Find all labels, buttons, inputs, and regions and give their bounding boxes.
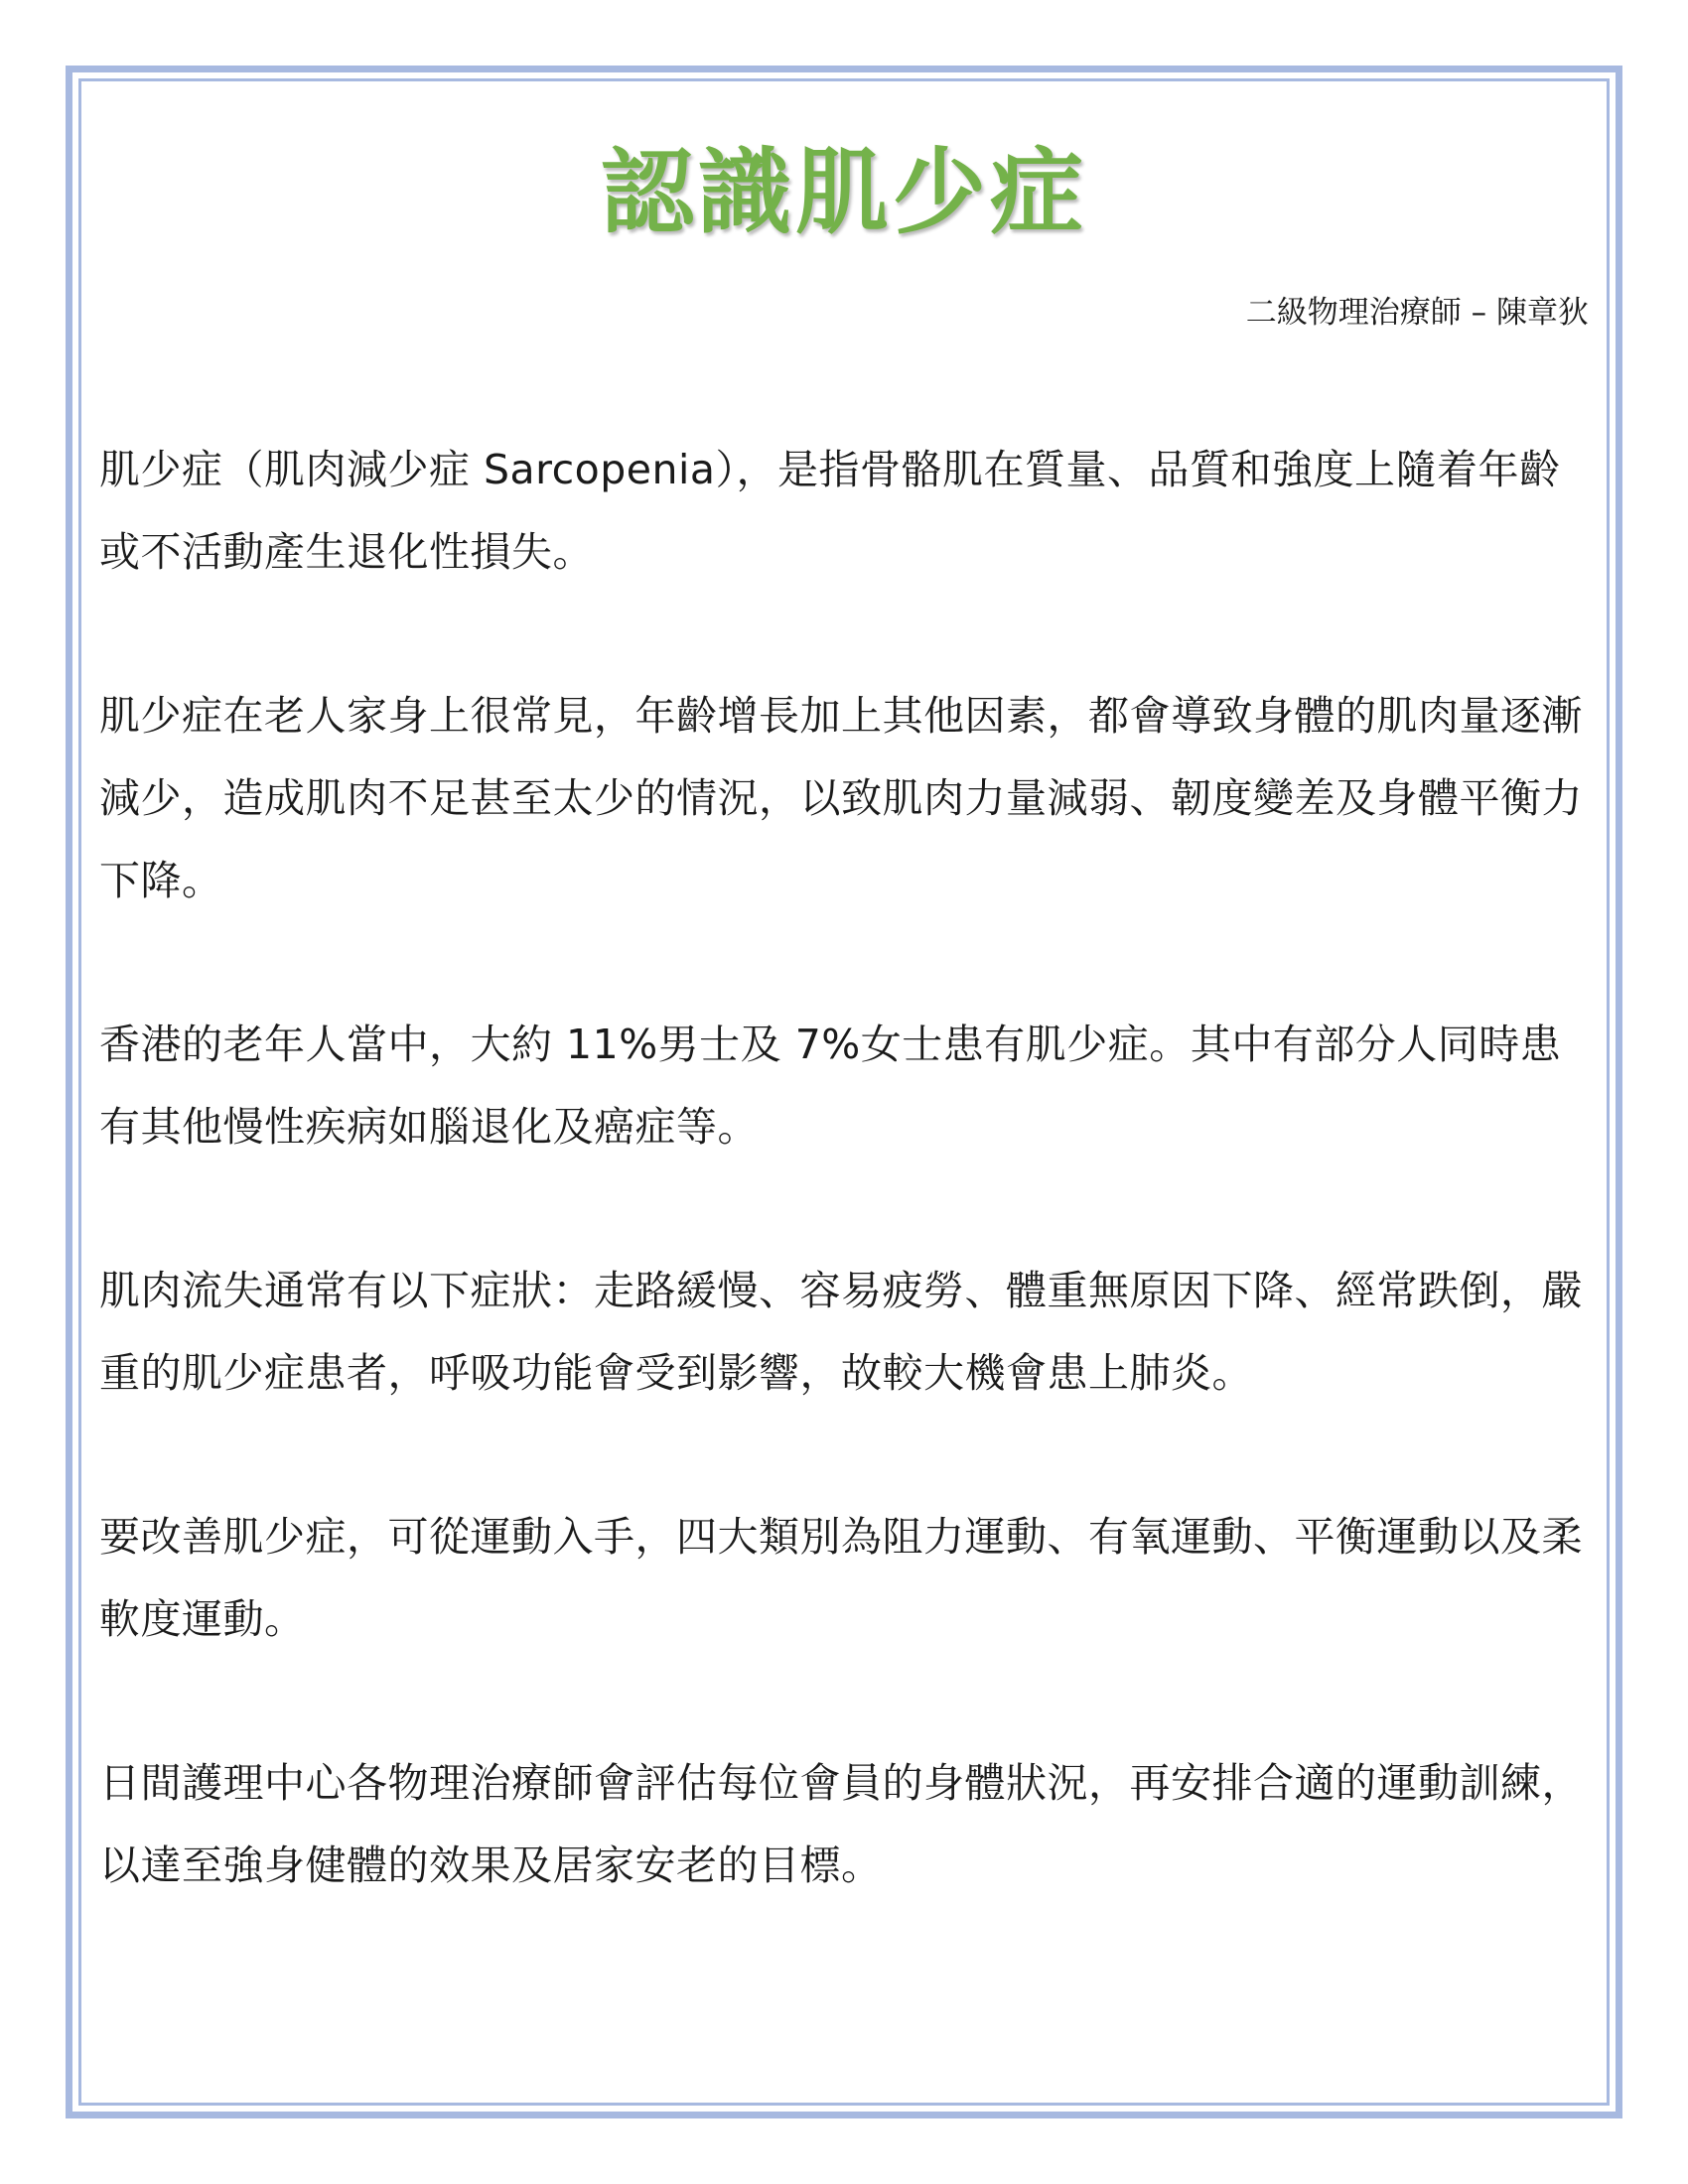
paragraph-symptoms: 肌肉流失通常有以下症狀：走路緩慢、容易疲勞、體重無原因下降、經常跌倒，嚴重的肌少症患者，呼吸功能會受到影響，故較大機會患上肺炎。	[99, 1267, 1583, 1397]
paragraph-prevalence: 香港的老年人當中，大約 11%男士及 7%女士患有肌少症。其中有部分人同時患有其他慢性疾病如腦退化及癌症等。	[99, 1021, 1562, 1151]
page-title: 認識肌少症	[600, 139, 1087, 247]
article-body	[99, 429, 1589, 1988]
paragraph-definition: 肌少症（肌肉減少症 Sarcopenia），是指骨骼肌在質量、品質和強度上隨着年齡或不活動產生退化性損失。	[99, 446, 1561, 576]
paragraph-exercise: 要改善肌少症，可從運動入手，四大類別為阻力運動、有氧運動、平衡運動以及柔軟度運動。	[99, 1513, 1583, 1643]
paragraph-causes: 肌少症在老人家身上很常見，年齡增長加上其他因素，都會導致身體的肌肉量逐漸減少，造成肌肉不足甚至太少的情況，以致肌肉力量減弱、韌度變差及身體平衡力下降。	[99, 692, 1583, 904]
author-credit: 二級物理治療師 – 陳章狄	[1245, 295, 1589, 331]
paragraph-day-care-service: 日間護理中心各物理治療師會評估每位會員的身體狀況，再安排合適的運動訓練，以達至強身健體的效果及居家安老的目標。	[99, 1759, 1583, 1889]
